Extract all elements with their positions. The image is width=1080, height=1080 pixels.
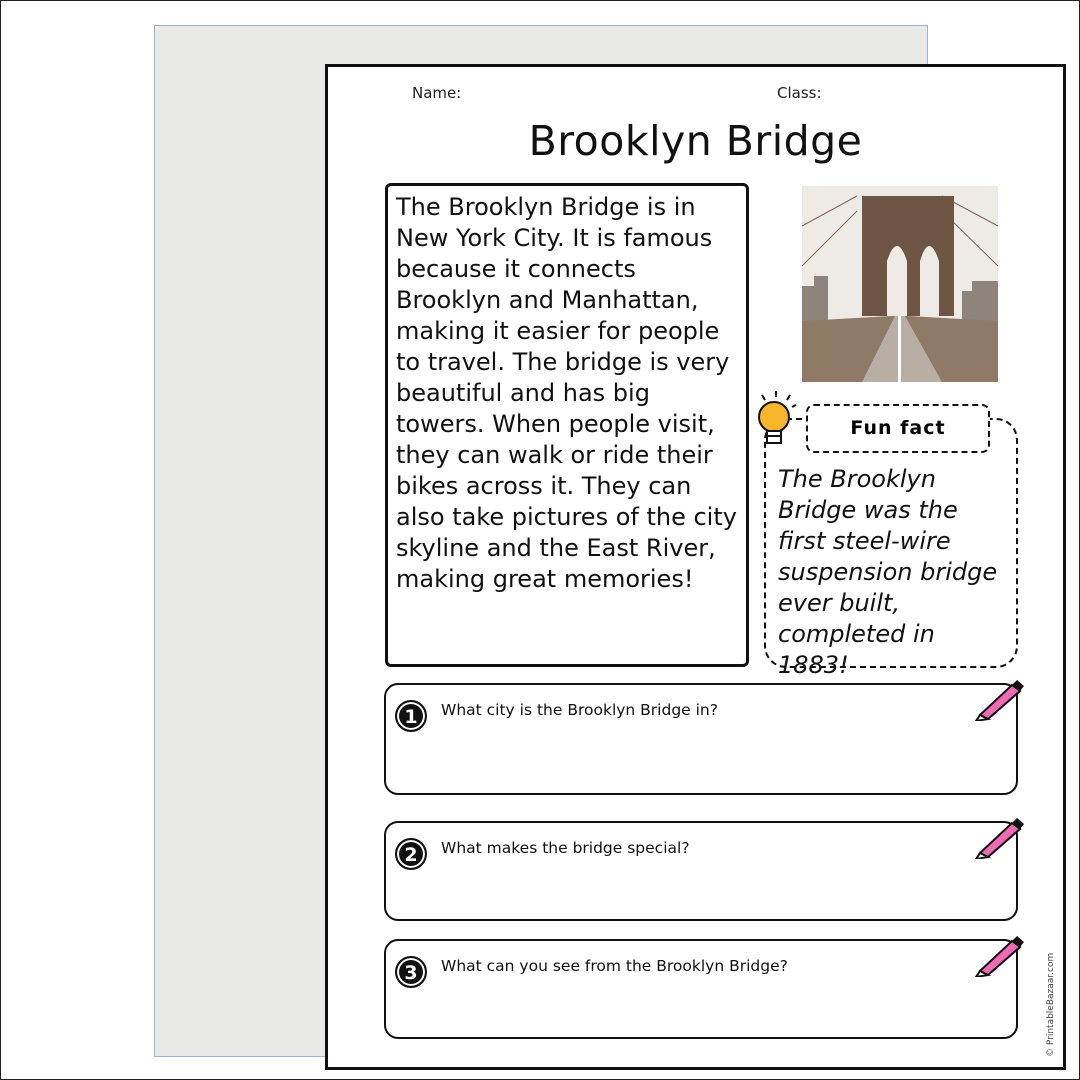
story-text: The Brooklyn Bridge is in New York City. It is famous because it connects Brooklyn and Manhattan, making it easier for people to travel. The bridge is very beautiful and has big towers. When people visit, they can walk or ride their bikes across it. They can also take pictures of the city skyline and the East River, making great memories!: [385, 183, 749, 667]
question-2[interactable]: [384, 821, 1018, 921]
pencil-icon: [972, 933, 1024, 977]
question-text: What makes the bridge special?: [441, 839, 690, 857]
worksheet-page: [325, 64, 1066, 1070]
fun-fact-label: Fun fact: [806, 404, 990, 453]
question-number: 1: [395, 700, 427, 732]
fun-fact-box: [764, 418, 1018, 679]
pencil-icon: [972, 677, 1024, 721]
name-label: Name:: [412, 84, 462, 102]
question-text: What can you see from the Brooklyn Bridge?: [441, 957, 788, 975]
question-1[interactable]: [384, 683, 1018, 795]
page-title: Brooklyn Bridge: [528, 117, 863, 165]
pencil-icon: [972, 815, 1024, 859]
class-label: Class:: [777, 84, 822, 102]
question-number: 3: [395, 956, 427, 988]
fun-fact-text: The Brooklyn Bridge was the first steel-wire suspension bridge ever built, completed in 1883!: [778, 465, 998, 679]
worksheet-sheet: [154, 25, 1056, 1057]
lightbulb-icon: [752, 389, 800, 453]
question-number: 2: [395, 838, 427, 870]
bridge-photo: [802, 186, 998, 382]
question-3[interactable]: [384, 939, 1018, 1039]
question-text: What city is the Brooklyn Bridge in?: [441, 701, 718, 719]
watermark: © PrintableBazaar.com: [1046, 952, 1056, 1057]
